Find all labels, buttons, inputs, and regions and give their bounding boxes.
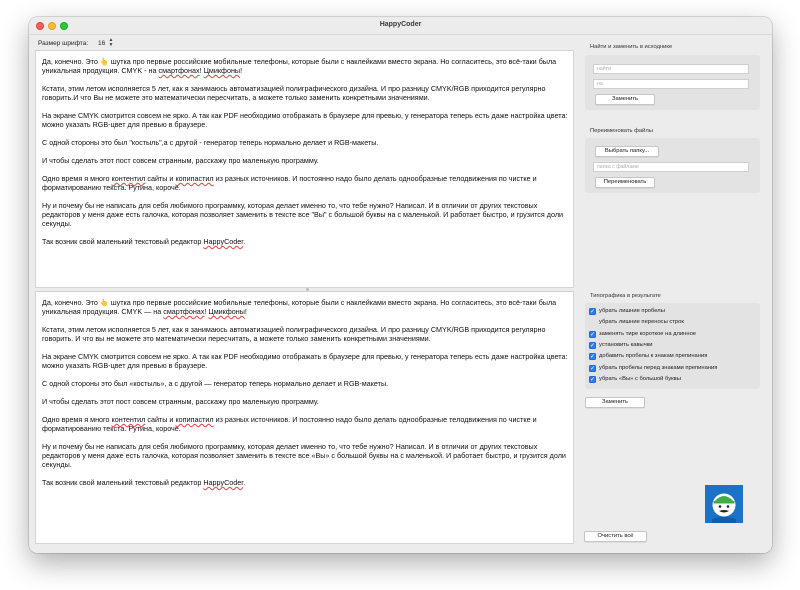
typography-option-label: убрать лишние переносы строк xyxy=(599,319,684,326)
text-run: И чтобы сделать этот пост совсем странным, расскажу про маленькую программу. xyxy=(42,397,319,406)
text-run: Ну и почему бы не написать для себя любимого программку, которая делает именно то, что тебе нужно? Написал. И в отличии от других текстовых редакторов у меня даже есть галочка, которая позволяет заменить в тексте все "Вы" с большой буквы на с маленькой. И работает быстро, и грузится доли секунды. xyxy=(42,201,564,228)
text-run: На экране CMYK смотрится совсем не ярко. А так как PDF необходимо отображать в браузере для превью, у генератора теперь есть даже настройка цвета: можно указать RGB-цвет для превью в браузере. xyxy=(42,352,568,370)
replace-input[interactable]: на xyxy=(593,79,749,89)
text-run: Да, конечно. Это 👆 шутка про первые российские мобильные телефоны, которые были с наклейками вместо экрана. Но согласитесь, это всё-таки была уникальная продукция. CMYK — на xyxy=(42,298,557,316)
typography-option-label: убрать лишние пробелы xyxy=(599,308,665,314)
editor-paragraph xyxy=(42,325,569,343)
text-run: И чтобы сделать этот пост совсем странным, расскажу про маленькую программу. xyxy=(42,156,319,165)
editor-paragraph xyxy=(42,111,569,129)
typography-title: Типографика в результате xyxy=(590,293,661,299)
spellcheck-word: Цмикфоны xyxy=(208,307,245,316)
editor-paragraph xyxy=(42,84,569,102)
typography-option-label: убрать пробелы перед знаками препинания xyxy=(599,364,718,371)
text-run: ! xyxy=(204,307,209,316)
text-run: С одной стороны это был "костыль",а с другой - генератор теперь нормально делает и RGB-макеты. xyxy=(42,138,379,147)
spellcheck-word: контентил xyxy=(111,174,146,183)
editor-paragraph xyxy=(42,442,569,469)
text-run: С одной стороны это был «костыль», а с другой — генератор теперь нормально делает и RGB-макеты. xyxy=(42,379,389,388)
rename-files-title: Переименовать файлы xyxy=(590,128,653,134)
title-bar xyxy=(29,17,772,35)
checkbox-checked-icon[interactable]: ✓ xyxy=(590,331,596,338)
app-logo xyxy=(705,485,743,523)
editor-paragraph xyxy=(42,298,569,316)
spellcheck-word: копипастил xyxy=(175,415,214,424)
find-replace-panel xyxy=(585,55,760,110)
spellcheck-word: смартфонах xyxy=(163,307,205,316)
text-run: ! xyxy=(244,307,247,316)
checkbox-checked-icon[interactable]: ✓ xyxy=(590,365,596,372)
text-run: из разных источников. И постоянно надо было делать однообразные телодвижения по чистке и форматированию текста. Рутина, короче. xyxy=(42,415,537,433)
font-size-value[interactable]: 16 xyxy=(98,40,106,47)
text-run: Да, конечно. Это 👆 шутка про первые российские мобильные телефоны, которые были с наклейками вместо экрана. Но согласитесь, это всё-таки была уникальная продукция. CMYK - на xyxy=(42,57,557,75)
spellcheck-word: смартфонах xyxy=(158,66,200,75)
text-run: . xyxy=(243,478,246,487)
app-window xyxy=(29,17,772,553)
source-text-editor[interactable] xyxy=(35,50,574,288)
happycoder-logo-icon xyxy=(705,485,743,523)
editor-paragraph xyxy=(42,397,569,406)
checkbox-unchecked-icon[interactable] xyxy=(589,319,596,326)
text-run: Так возник свой маленький текстовый редактор xyxy=(42,237,204,246)
typography-option-label: установить кавычки xyxy=(599,341,653,348)
window-title: HappyCoder xyxy=(379,21,422,28)
replace-in-source-button[interactable]: Заменить xyxy=(595,94,655,105)
editor-paragraph xyxy=(42,379,569,388)
text-run: сайты и xyxy=(145,415,176,424)
text-run: ! xyxy=(199,66,204,75)
editor-paragraph xyxy=(42,138,569,147)
editor-paragraph xyxy=(42,415,569,433)
editor-paragraph xyxy=(42,201,569,228)
result-text-editor[interactable] xyxy=(35,291,574,544)
editor-paragraph xyxy=(42,352,569,370)
text-run: из разных источников. И постоянно надо было делать однообразные телодвижения по чистке и форматированию текста. Рутина, короче. xyxy=(42,174,537,192)
typography-option-label: заменять тире короткое на длинное xyxy=(599,330,697,337)
spellcheck-word: HappyCoder xyxy=(203,478,244,487)
choose-folder-button[interactable]: Выбрать папку... xyxy=(595,146,659,157)
editor-paragraph xyxy=(42,237,569,246)
spellcheck-word: копипастил xyxy=(175,174,214,183)
text-run: На экране CMYK смотрится совсем не ярко. А так как PDF необходимо отображать в браузере для превью, у генератора теперь есть даже настройка цвета: можно указать RGB-цвет для превью в браузере. xyxy=(42,111,568,129)
typography-options-panel xyxy=(585,303,760,389)
text-run: Так возник свой маленький текстовый редактор xyxy=(42,478,204,487)
checkbox-checked-icon[interactable]: ✓ xyxy=(590,354,596,361)
text-run: ! xyxy=(240,66,243,75)
checkbox-checked-icon[interactable]: ✓ xyxy=(590,342,596,349)
clear-all-button[interactable]: Очистить всё xyxy=(584,531,647,542)
find-replace-title: Найти и заменить в исходнике xyxy=(590,44,673,50)
checkbox-checked-icon[interactable]: ✓ xyxy=(590,309,596,315)
rename-files-panel xyxy=(585,138,760,193)
text-run: Кстати, этим летом исполняется 5 лет, как я занимаюсь автоматизацией полиграфического дизайна. И про разницу CMYK/RGB приходится регулярно говорить. И что вы не можете это математически пересчитать, а можете только заменить конкретными значениями. xyxy=(42,325,546,343)
spellcheck-word: Цмикфоны xyxy=(203,66,241,75)
checkbox-checked-icon[interactable]: ✓ xyxy=(590,376,596,383)
text-run: Кстати, этим летом исполняется 5 лет, как я занимаюсь автоматизацией полиграфического дизайна. И про разницу CMYK/RGB приходится регулярно говорить.И что Вы не можете это математически пересчитать, а можете только заменить конкретными значениями. xyxy=(42,84,546,102)
editor-paragraph xyxy=(42,174,569,192)
text-run: . xyxy=(243,237,246,246)
editor-paragraph xyxy=(42,156,569,165)
folder-path-input[interactable]: папка с файлами xyxy=(593,162,749,172)
find-input[interactable]: найти xyxy=(593,64,749,74)
spellcheck-word: контентил xyxy=(111,415,146,424)
text-run: сайты и xyxy=(145,174,176,183)
editor-paragraph xyxy=(42,478,569,487)
text-run: Ну и почему бы не написать для себя любимого программку, которая делает именно то, что тебе нужно? Написал. И в отличии от других текстовых редакторов у меня даже есть галочка, которая позволяет заменить в тексте все «Вы» с большой буквы на с маленькой. И работает быстро, и грузится доли секунды. xyxy=(42,442,566,469)
typography-option-label: добавить пробелы к знакам препинания xyxy=(599,353,708,360)
font-size-stepper-icon[interactable]: ▲ ▼ xyxy=(108,37,114,48)
text-run: Одно время я много xyxy=(42,415,112,424)
editor-paragraph xyxy=(42,57,569,75)
spellcheck-word: HappyCoder xyxy=(203,237,244,246)
typography-option-label: убрать «Вы» с большой буквы xyxy=(599,375,681,382)
font-size-label: Размер шрифта: xyxy=(38,40,89,47)
text-run: Одно время я много xyxy=(42,174,112,183)
apply-typography-button[interactable]: Заменить xyxy=(585,397,645,408)
rename-button[interactable]: Переименовать xyxy=(595,177,655,188)
